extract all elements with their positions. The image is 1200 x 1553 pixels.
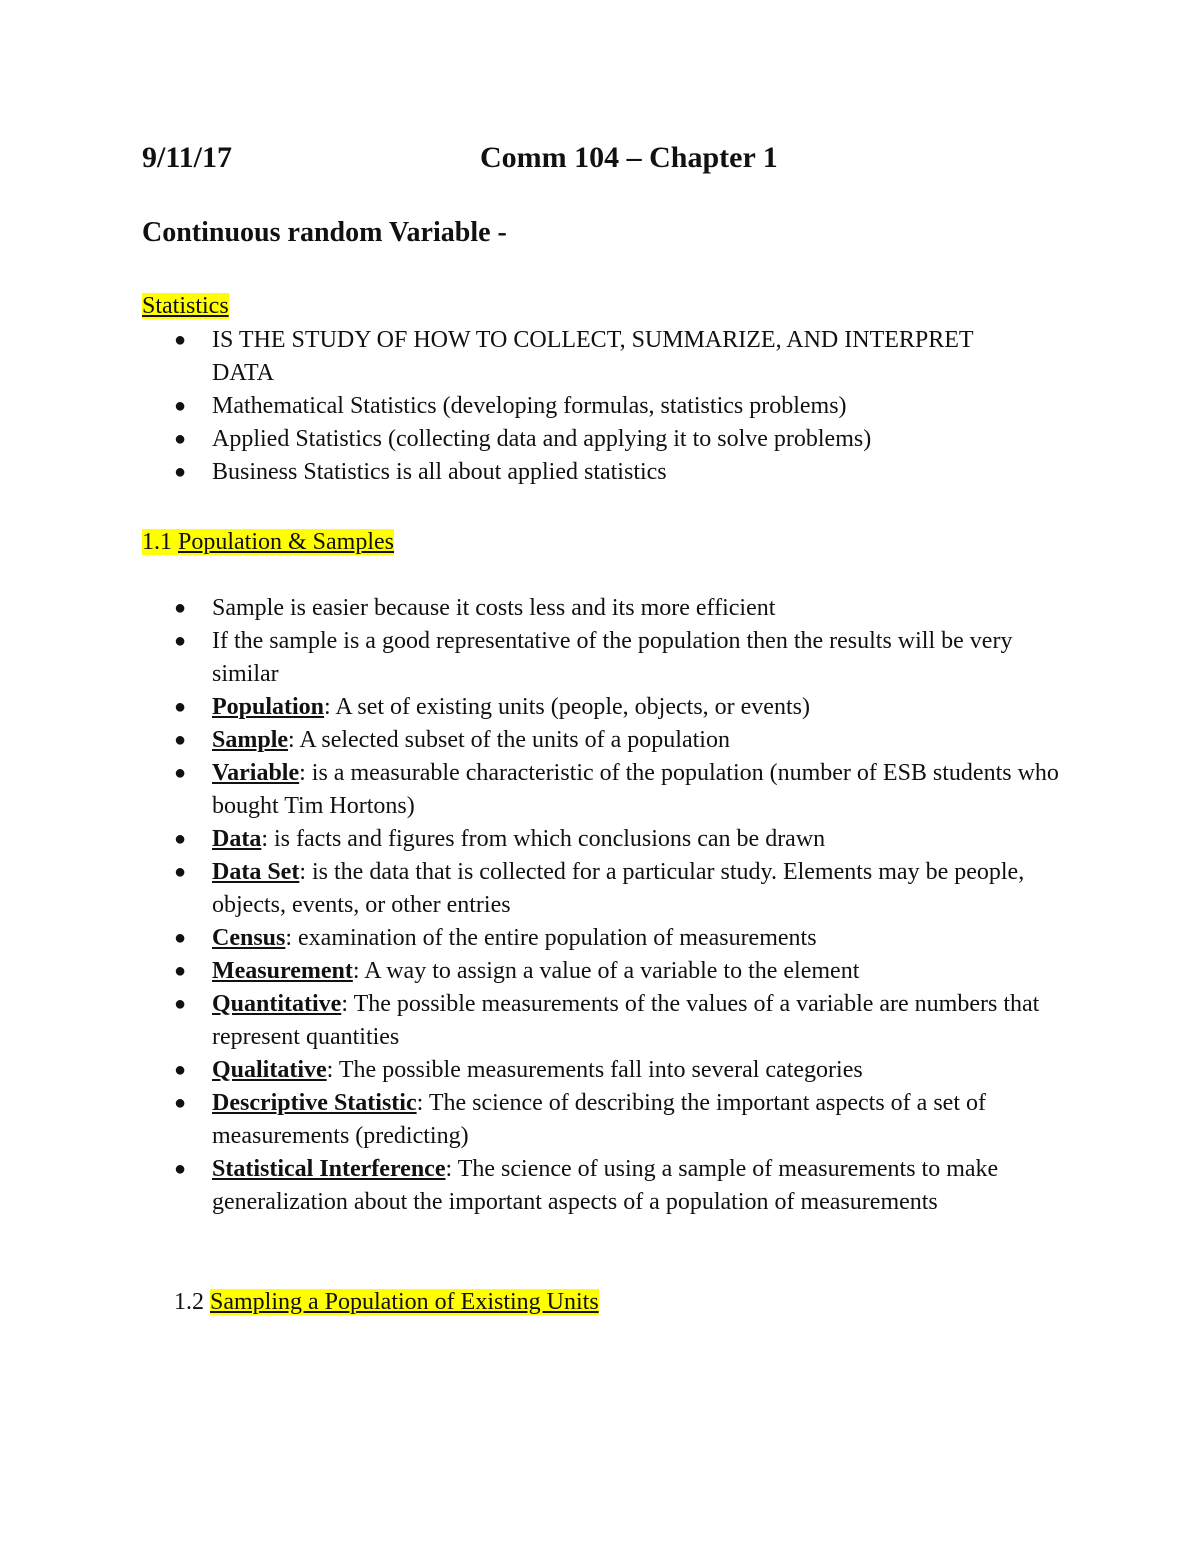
population-item-text: Sample is easier because it costs less and its more efficient bbox=[212, 595, 776, 621]
population-heading-text: Population & Samples bbox=[178, 529, 394, 555]
bullet-icon: ● bbox=[174, 960, 187, 982]
definition-term: Qualitative bbox=[212, 1057, 327, 1083]
bullet-icon: ● bbox=[174, 861, 187, 883]
definition-term: Measurement bbox=[212, 958, 353, 984]
statistics-item-text: Applied Statistics (collecting data and applying it to solve problems) bbox=[212, 426, 872, 452]
list-item bbox=[170, 592, 1070, 625]
definition-text: : A way to assign a value of a variable to the element bbox=[352, 958, 860, 984]
population-heading bbox=[142, 528, 394, 557]
bullet-icon: ● bbox=[174, 828, 187, 850]
list-item bbox=[170, 456, 990, 489]
bullet-icon: ● bbox=[174, 461, 187, 483]
definition-item bbox=[170, 757, 1070, 823]
definition-term: Sample bbox=[212, 727, 289, 753]
definition-text: : examination of the entire population of measurements bbox=[285, 925, 817, 951]
sampling-heading bbox=[174, 1288, 599, 1317]
header-title: Comm 104 – Chapter 1 bbox=[480, 141, 778, 174]
definition-item bbox=[170, 1054, 1070, 1087]
list-item bbox=[170, 390, 990, 423]
list-item bbox=[170, 625, 1070, 691]
definition-term: Variable bbox=[212, 760, 300, 786]
population-heading-number: 1.1 bbox=[142, 529, 172, 555]
bullet-icon: ● bbox=[174, 729, 187, 751]
bullet-icon: ● bbox=[174, 1059, 187, 1081]
definition-item bbox=[170, 856, 1070, 922]
page-subtitle: Continuous random Variable - bbox=[142, 217, 507, 248]
statistics-heading-text: Statistics bbox=[142, 293, 229, 319]
population-item-text: If the sample is a good representative of the population then the results will be very similar bbox=[212, 628, 1013, 687]
statistics-item-text: Mathematical Statistics (developing formulas, statistics problems) bbox=[212, 393, 847, 419]
definition-text: : The possible measurements of the values of a variable are numbers that represent quantities bbox=[212, 991, 1040, 1050]
statistics-item-text: Business Statistics is all about applied statistics bbox=[212, 459, 667, 485]
definition-item bbox=[170, 691, 1070, 724]
definition-text: : is a measurable characteristic of the population (number of ESB students who bought Tim Hortons) bbox=[212, 760, 1059, 819]
definition-text: : The possible measurements fall into several categories bbox=[326, 1057, 863, 1083]
bullet-icon: ● bbox=[174, 762, 187, 784]
definition-item bbox=[170, 988, 1070, 1054]
bullet-icon: ● bbox=[174, 927, 187, 949]
bullet-icon: ● bbox=[174, 395, 187, 417]
sampling-heading-number: 1.2 bbox=[174, 1289, 204, 1315]
definition-text: : A selected subset of the units of a population bbox=[288, 727, 730, 753]
definition-item bbox=[170, 823, 1070, 856]
statistics-item-text: IS THE STUDY OF HOW TO COLLECT, SUMMARIZE, AND INTERPRET DATA bbox=[212, 327, 974, 386]
definition-item bbox=[170, 1087, 1070, 1153]
definition-item bbox=[170, 724, 1070, 757]
definition-term: Data bbox=[212, 826, 262, 852]
bullet-icon: ● bbox=[174, 597, 187, 619]
header-date: 9/11/17 bbox=[142, 141, 233, 174]
bullet-icon: ● bbox=[174, 1092, 187, 1114]
definition-term: Statistical Interference bbox=[212, 1156, 446, 1182]
statistics-list bbox=[170, 324, 990, 489]
sampling-heading-text: Sampling a Population of Existing Units bbox=[210, 1289, 599, 1315]
definition-text: : A set of existing units (people, objects, or events) bbox=[324, 694, 810, 720]
bullet-icon: ● bbox=[174, 696, 187, 718]
definition-item bbox=[170, 922, 1070, 955]
definition-term: Population bbox=[212, 694, 325, 720]
definition-text: : is the data that is collected for a particular study. Elements may be people, objects, events, or other entries bbox=[212, 859, 1025, 918]
definition-term: Quantitative bbox=[212, 991, 342, 1017]
bullet-icon: ● bbox=[174, 329, 187, 351]
list-item bbox=[170, 423, 990, 456]
definition-item bbox=[170, 1153, 1070, 1219]
statistics-heading bbox=[142, 292, 229, 321]
definition-term: Data Set bbox=[212, 859, 300, 885]
bullet-icon: ● bbox=[174, 1158, 187, 1180]
definition-term: Census bbox=[212, 925, 286, 951]
bullet-icon: ● bbox=[174, 428, 187, 450]
list-item bbox=[170, 324, 990, 390]
definition-text: : is facts and figures from which conclusions can be drawn bbox=[261, 826, 826, 852]
bullet-icon: ● bbox=[174, 993, 187, 1015]
population-list bbox=[170, 592, 1070, 1219]
definition-term: Descriptive Statistic bbox=[212, 1090, 417, 1116]
bullet-icon: ● bbox=[174, 630, 187, 652]
definition-text: : The science of using a sample of measurements to make generalization about the important aspects of a population of measurements bbox=[212, 1156, 999, 1215]
definition-text: : The science of describing the important aspects of a set of measurements (predicting) bbox=[212, 1090, 986, 1149]
definition-item bbox=[170, 955, 1070, 988]
